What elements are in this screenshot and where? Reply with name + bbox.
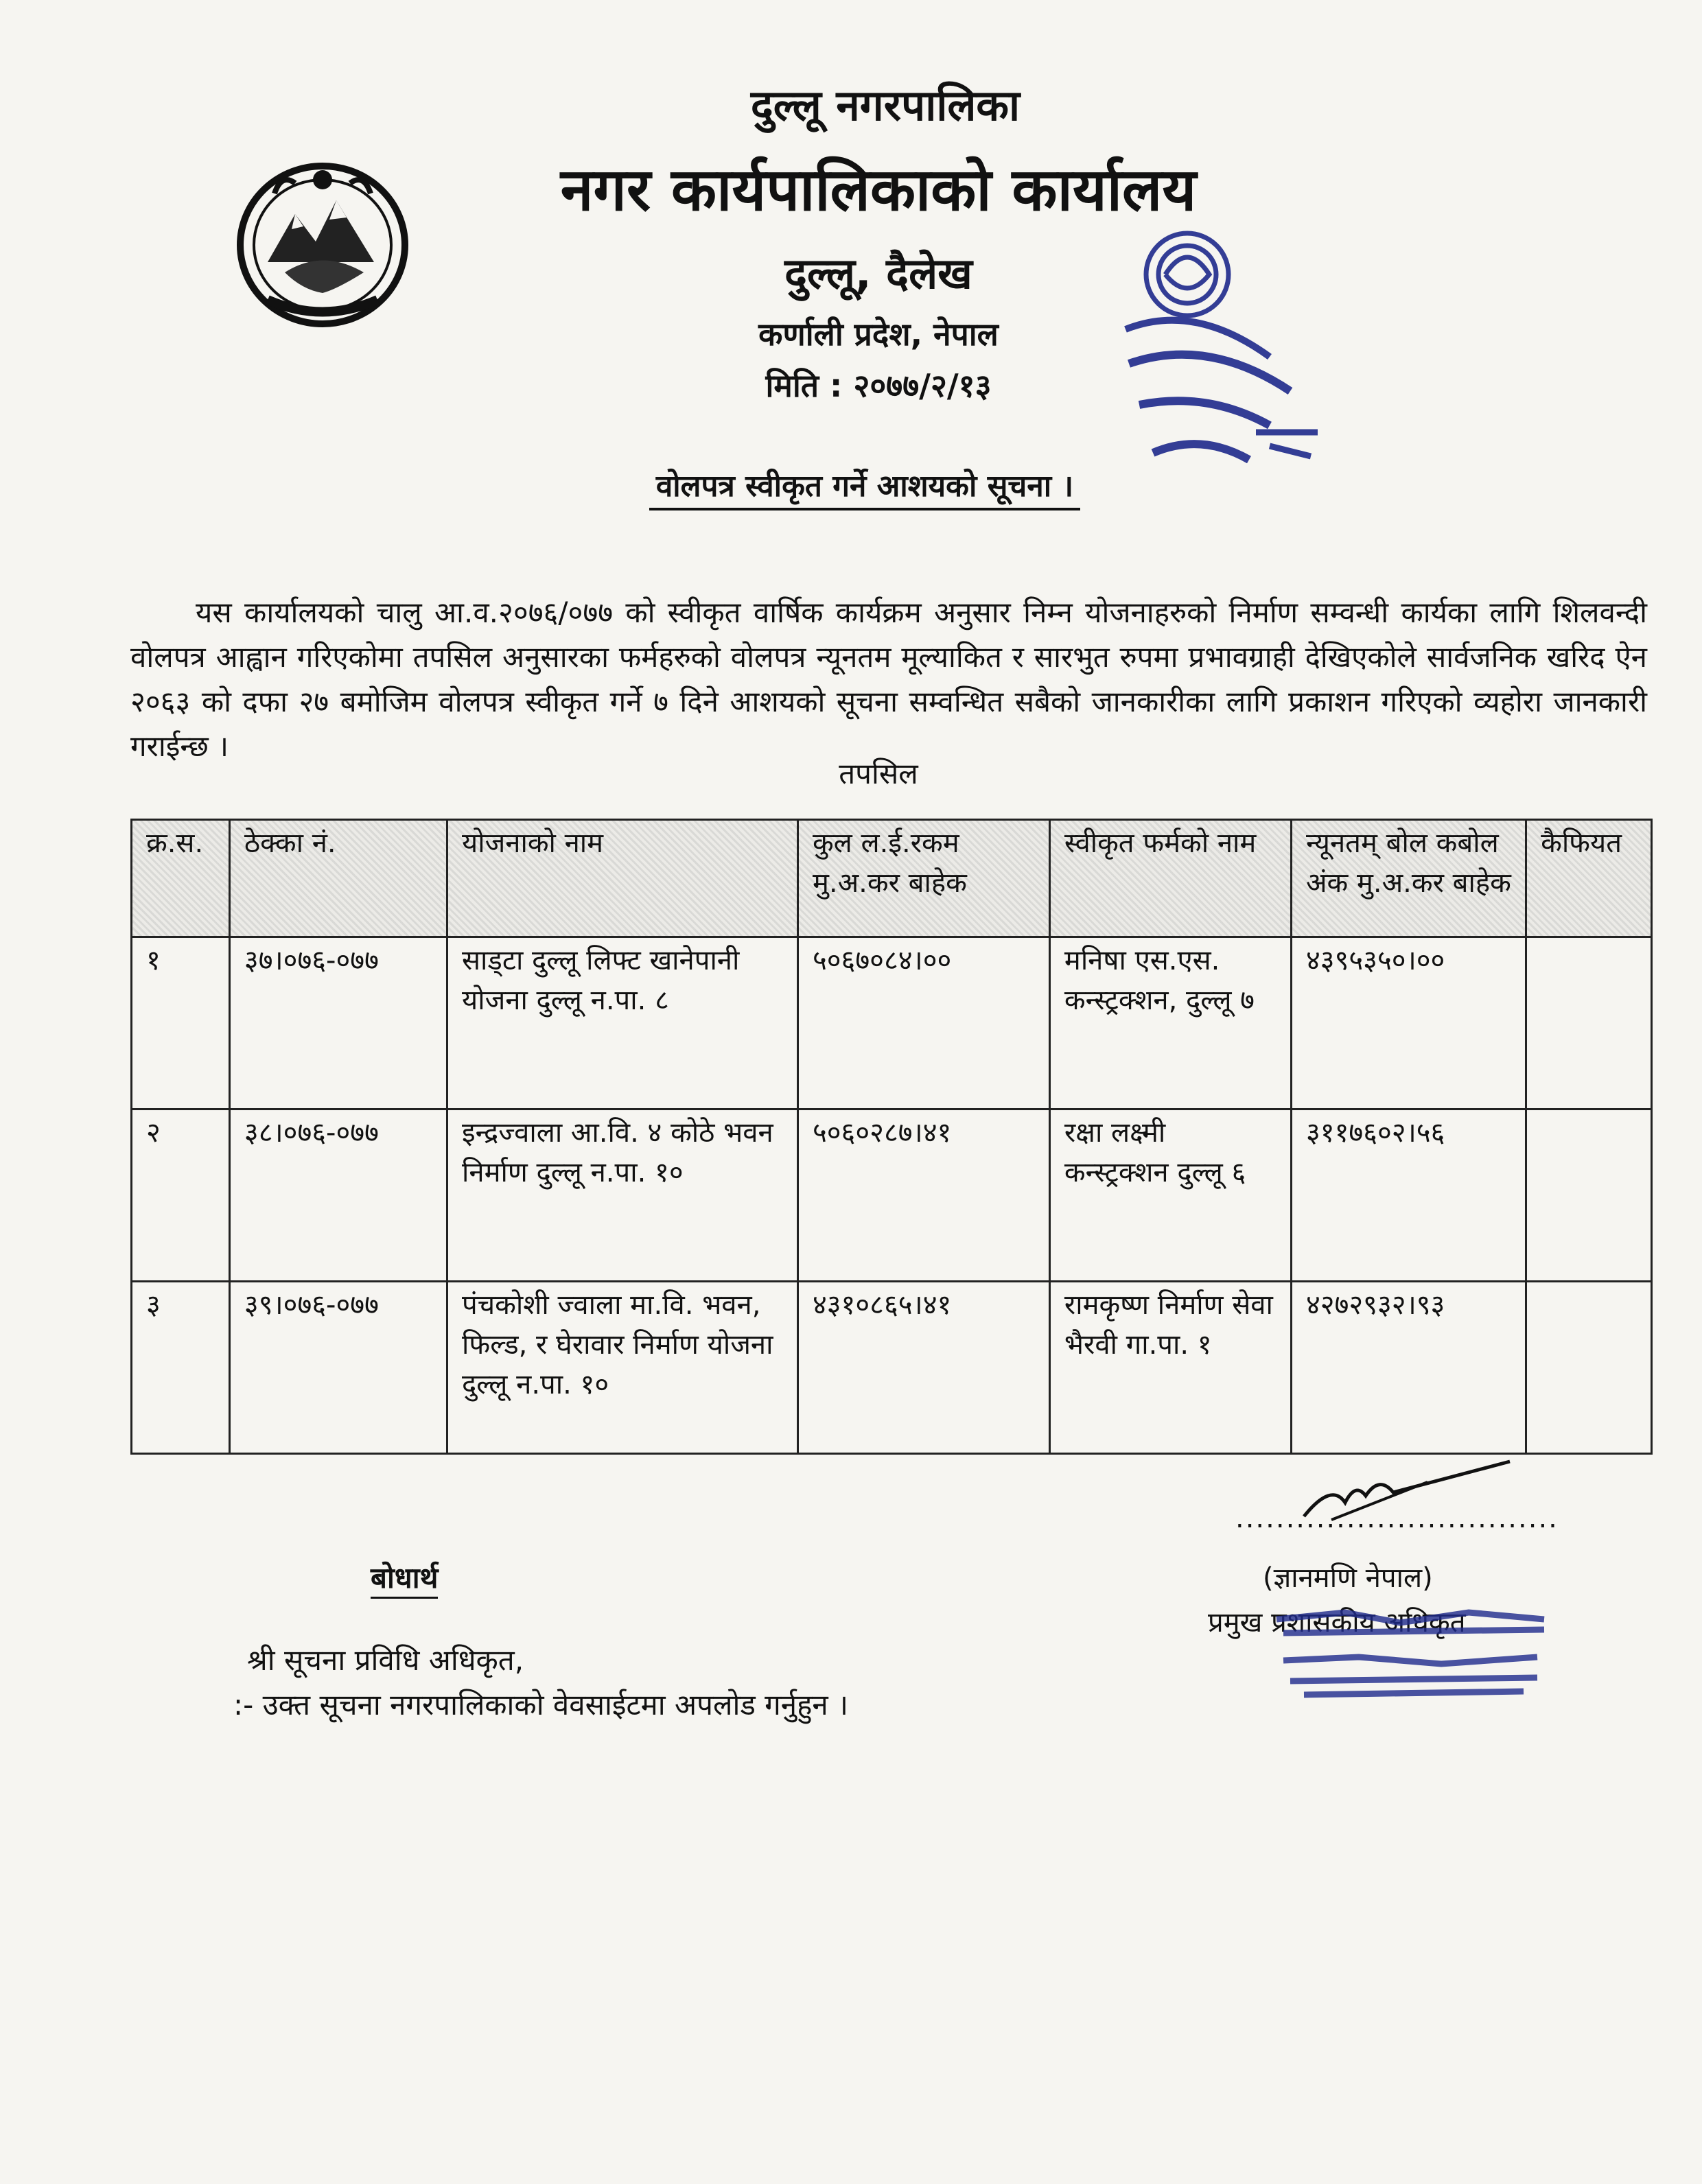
municipality-name: दुल्लू नगरपालिका — [750, 80, 1021, 130]
notice-title: वोलपत्र स्वीकृत गर्ने आशयको सूचना । — [649, 464, 1080, 510]
notice-date: मिति : २०७७/२/१३ — [765, 367, 992, 404]
signatory-name: (ज्ञानमणि नेपाल) — [1263, 1562, 1433, 1594]
table-row — [132, 1282, 1652, 1454]
cell-project-name: साड्टा दुल्लू लिफ्ट खानेपानी योजना दुल्लू न.पा. ८ — [447, 937, 798, 1109]
table-header-row — [132, 820, 1652, 937]
office-location: दुल्लू, दैलेख — [784, 248, 972, 298]
col-serial: क्र.स. — [132, 820, 230, 937]
cell-contract-no: ३८।०७६-०७७ — [229, 1109, 447, 1282]
office-seal-stamp — [1112, 226, 1359, 501]
col-lowest-bid: न्यूनतम् बोल कबोल अंक मु.अ.कर बाहेक — [1291, 820, 1526, 937]
cell-remarks — [1526, 1109, 1652, 1282]
cell-contract-no: ३७।०७६-०७७ — [229, 937, 447, 1109]
signature-line: ................................ — [1235, 1503, 1559, 1534]
cell-approved-firm: रामकृष्ण निर्माण सेवा भैरवी गा.पा. १ — [1049, 1282, 1291, 1454]
col-contract-no: ठेक्का नं. — [229, 820, 447, 937]
cc-instruction: :- उक्त सूचना नगरपालिकाको वेवसाईटमा अपलोड गर्नुहुन । — [233, 1688, 848, 1722]
province-name: कर्णाली प्रदेश, नेपाल — [758, 316, 999, 353]
cell-lowest-bid: ४२७२९३२।९३ — [1291, 1282, 1526, 1454]
cell-lowest-bid: ३११७६०२।५६ — [1291, 1109, 1526, 1282]
notice-title-wrapper — [0, 464, 1702, 510]
cc-recipient: श्री सूचना प्रविधि अधिकृत, — [247, 1643, 524, 1677]
cell-cost-estimate: ५०६७०८४।०० — [797, 937, 1049, 1109]
officer-stamp — [1263, 1592, 1565, 1709]
cell-serial: २ — [132, 1109, 230, 1282]
cell-remarks — [1526, 1282, 1652, 1454]
cell-remarks — [1526, 937, 1652, 1109]
tender-table — [130, 819, 1653, 1455]
col-approved-firm: स्वीकृत फर्मको नाम — [1049, 820, 1291, 937]
cell-approved-firm: रक्षा लक्ष्मी कन्स्ट्रक्शन दुल्लू ६ — [1049, 1109, 1291, 1282]
notice-body: यस कार्यालयको चालु आ.व.२०७६/०७७ को स्वीकृत वार्षिक कार्यक्रम अनुसार निम्न योजनाहरुको निर्माण सम्वन्धी कार्यका लागि शिलवन्दी वोलपत्र आह्वान गरिएकोमा तपसिल अनुसारका फर्महरुको वोलपत्र न्यूनतम मूल्याकित र सारभुत रुपमा प्रभावग्राही देखिएकोले सार्वजनिक खरिद ऐन २०६३ को दफा २७ बमोजिम वोलपत्र स्वीकृत गर्ने ७ दिने आशयको सूचना सम्वन्धित सबैको जानकारीका लागि प्रकाशन गरिएको व्यहोरा जानकारी गराईन्छ । — [130, 596, 1647, 763]
cell-serial: १ — [132, 937, 230, 1109]
table-row — [132, 1109, 1652, 1282]
cell-contract-no: ३९।०७६-०७७ — [229, 1282, 447, 1454]
cell-approved-firm: मनिषा एस.एस. कन्स्ट्रक्शन, दुल्लू ७ — [1049, 937, 1291, 1109]
cell-cost-estimate: ५०६०२८७।४१ — [797, 1109, 1049, 1282]
signatory-post: प्रमुख प्रशासकीय अधिकृत — [1208, 1607, 1466, 1639]
cell-cost-estimate: ४३१०८६५।४१ — [797, 1282, 1049, 1454]
col-project-name: योजनाको नाम — [447, 820, 798, 937]
cell-lowest-bid: ४३९५३५०।०० — [1291, 937, 1526, 1109]
office-name: नगर कार्यपालिकाको कार्यालय — [560, 156, 1197, 224]
col-cost-estimate: कुल ल.ई.रकम मु.अ.कर बाहेक — [797, 820, 1049, 937]
cell-project-name: पंचकोशी ज्वाला मा.वि. भवन, फिल्ड, र घेरावार निर्माण योजना दुल्लू न.पा. १० — [447, 1282, 798, 1454]
cell-serial: ३ — [132, 1282, 230, 1454]
cc-heading: बोधार्थ — [371, 1558, 438, 1599]
table-title: तपसिल — [839, 757, 918, 790]
col-remarks: कैफियत — [1526, 820, 1652, 937]
cell-project-name: इन्द्रज्वाला आ.वि. ४ कोठे भवन निर्माण दुल्लू न.पा. १० — [447, 1109, 798, 1282]
table-row — [132, 937, 1652, 1109]
